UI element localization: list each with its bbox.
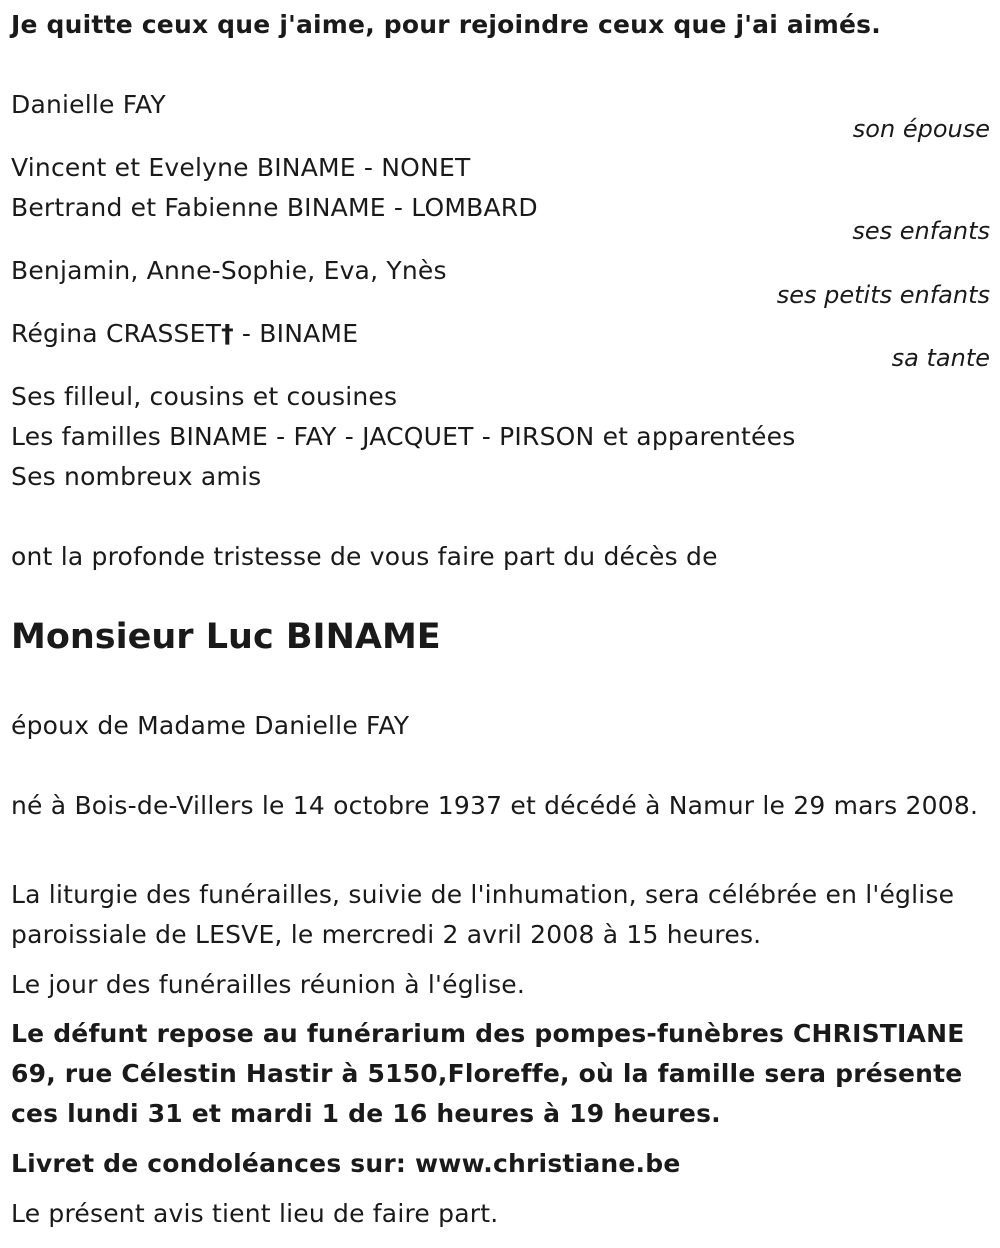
spouse-name: Danielle FAY [11,90,166,119]
spouse-of-line: époux de Madame Danielle FAY [11,711,410,740]
condolences-text: Livret de condoléances sur: www.christiane.be [11,1149,681,1178]
others-line-2: Les familles BINAME - FAY - JACQUET - PIRSON et apparentées [11,422,796,451]
child-line-2: Bertrand et Fabienne BINAME - LOMBARD [11,193,538,222]
opening-quote: Je quitte ceux que j'aime, pour rejoindre ceux que j'ai aimés. [11,10,881,39]
cross-icon: † [221,319,234,348]
announcement-text: ont la profonde tristesse de vous faire part du décès de [11,542,718,571]
aunt-name-part1: Régina CRASSET [11,319,222,348]
deceased-name: Monsieur Luc BINAME [11,617,441,657]
reunion-text: Le jour des funérailles réunion à l'église. [11,970,526,999]
birth-death-text: né à Bois-de-Villers le 14 octobre 1937 et décédé à Namur le 29 mars 2008. [11,791,979,820]
aunt-name-part2: - BINAME [233,319,359,348]
aunt-name [11,319,358,349]
funerarium-text: Le défunt repose au funérarium des pompes-funèbres CHRISTIANE 69, rue Célestin Hastir à 5150,Floreffe, où la famille sera présente ces lundi 31 et mardi 1 de 16 heures à 19 heures. [11,1019,965,1128]
grandchildren-names: Benjamin, Anne-Sophie, Eva, Ynès [11,256,447,285]
children-role: ses enfants [852,217,990,245]
spouse-role: son épouse [852,115,990,143]
liturgy-text: La liturgie des funérailles, suivie de l'inhumation, sera célébrée en l'église paroissiale de LESVE, le mercredi 2 avril 2008 à 15 heures. [11,880,955,949]
aunt-role: sa tante [891,344,990,372]
grandchildren-role: ses petits enfants [776,281,990,309]
others-line-3: Ses nombreux amis [11,462,262,491]
child-line-1: Vincent et Evelyne BINAME - NONET [11,153,471,182]
others-line-1: Ses filleul, cousins et cousines [11,382,398,411]
closing-text: Le présent avis tient lieu de faire part. [11,1199,499,1228]
